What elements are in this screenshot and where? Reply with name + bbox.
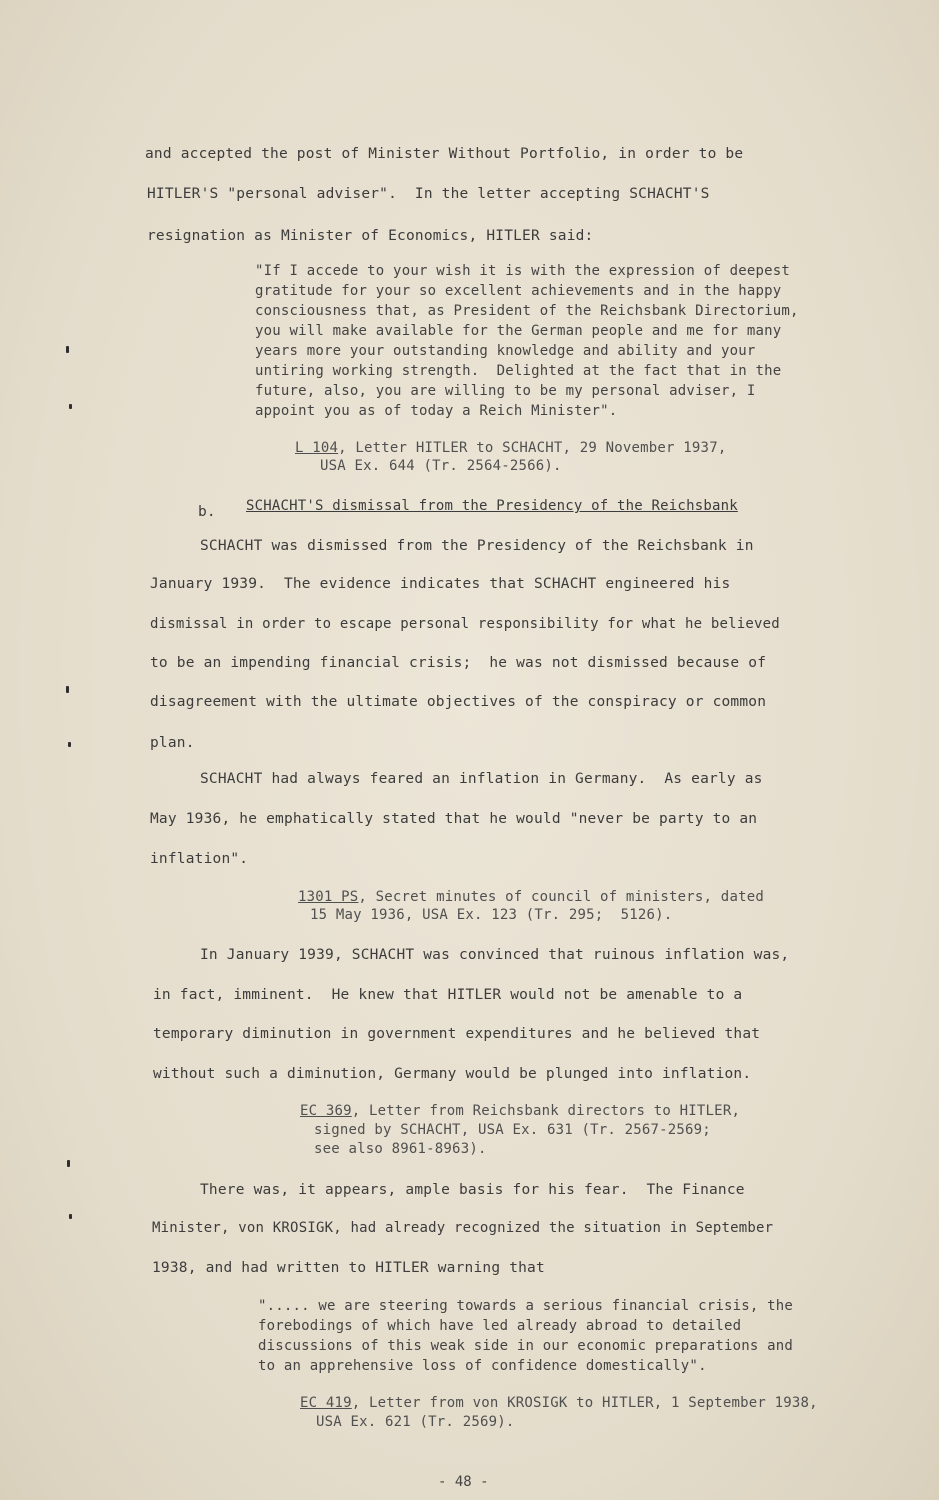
quote-line: untiring working strength. Delighted at the fact that in the [255, 363, 782, 379]
quote-line: "If I accede to your wish it is with the expression of deepest [255, 263, 790, 279]
margin-mark [69, 1214, 72, 1219]
citation [300, 1395, 818, 1412]
citation-line: USA Ex. 644 (Tr. 2564-2566). [320, 458, 562, 474]
citation [300, 1103, 740, 1120]
citation [295, 440, 726, 457]
body-line: In January 1939, SCHACHT was convinced that ruinous inflation was, [200, 947, 790, 963]
page-number: - 48 - [438, 1474, 489, 1490]
margin-mark [67, 1160, 70, 1167]
citation-text: , Letter from von KROSIGK to HITLER, 1 September 1938, [351, 1395, 818, 1411]
section-letter: b. [198, 504, 216, 520]
section-heading: SCHACHT'S dismissal from the Presidency of the Reichsbank [246, 498, 738, 514]
quote-line: "..... we are steering towards a serious financial crisis, the [258, 1298, 793, 1314]
citation-text: , Letter HITLER to SCHACHT, 29 November 1937, [338, 440, 727, 456]
citation-ref: EC 369 [300, 1103, 352, 1119]
quote-line: forebodings of which have led already abroad to detailed [258, 1318, 742, 1334]
body-line: plan. [150, 735, 195, 751]
body-line: inflation". [150, 851, 249, 867]
citation-line: signed by SCHACHT, USA Ex. 631 (Tr. 2567-2569; [314, 1122, 711, 1138]
body-line: May 1936, he emphatically stated that he would "never be party to an [150, 811, 758, 827]
quote-line: future, also, you are willing to be my personal adviser, I [255, 383, 756, 399]
body-line: temporary diminution in government expenditures and he believed that [153, 1026, 761, 1042]
citation [298, 889, 764, 906]
quote-line: appoint you as of today a Reich Minister". [255, 403, 618, 419]
citation-line: 15 May 1936, USA Ex. 123 (Tr. 295; 5126). [310, 907, 673, 923]
citation-ref: 1301 PS [298, 889, 359, 905]
quote-line: years more your outstanding knowledge and ability and your [255, 343, 756, 359]
body-line: 1938, and had written to HITLER warning that [152, 1260, 545, 1276]
margin-mark [66, 686, 69, 693]
quote-line: discussions of this weak side in our economic preparations and [258, 1338, 793, 1354]
body-line: without such a diminution, Germany would be plunged into inflation. [153, 1066, 752, 1082]
body-line: SCHACHT had always feared an inflation in Germany. As early as [200, 771, 763, 787]
citation-ref: L 104 [295, 440, 339, 456]
citation-text: , Letter from Reichsbank directors to HITLER, [351, 1103, 741, 1119]
body-line: to be an impending financial crisis; he was not dismissed because of [150, 655, 767, 671]
margin-mark [68, 742, 71, 747]
body-line: There was, it appears, ample basis for his fear. The Finance [200, 1182, 745, 1198]
body-line: Minister, von KROSIGK, had already recognized the situation in September [152, 1220, 774, 1236]
body-line: HITLER'S "personal adviser". In the letter accepting SCHACHT'S [147, 186, 710, 202]
citation-line: see also 8961-8963). [314, 1141, 487, 1157]
citation-text: , Secret minutes of council of ministers, dated [358, 889, 764, 905]
quote-line: to an apprehensive loss of confidence domestically". [258, 1358, 707, 1374]
body-line: resignation as Minister of Economics, HITLER said: [147, 228, 594, 244]
margin-mark [69, 404, 72, 409]
margin-mark [66, 346, 69, 353]
citation-ref: EC 419 [300, 1395, 352, 1411]
citation-line: USA Ex. 621 (Tr. 2569). [316, 1414, 515, 1430]
body-line: January 1939. The evidence indicates that SCHACHT engineered his [150, 576, 731, 592]
quote-line: gratitude for your so excellent achievements and in the happy [255, 283, 782, 299]
body-line: disagreement with the ultimate objectives of the conspiracy or common [150, 694, 767, 710]
body-line: in fact, imminent. He knew that HITLER would not be amenable to a [153, 987, 743, 1003]
body-line: SCHACHT was dismissed from the Presidency of the Reichsbank in [200, 538, 754, 554]
body-line: and accepted the post of Minister Without Portfolio, in order to be [145, 146, 744, 162]
body-line: dismissal in order to escape personal responsibility for what he believed [150, 616, 780, 632]
quote-line: consciousness that, as President of the Reichsbank Directorium, [255, 303, 799, 319]
quote-line: you will make available for the German people and me for many [255, 323, 782, 339]
